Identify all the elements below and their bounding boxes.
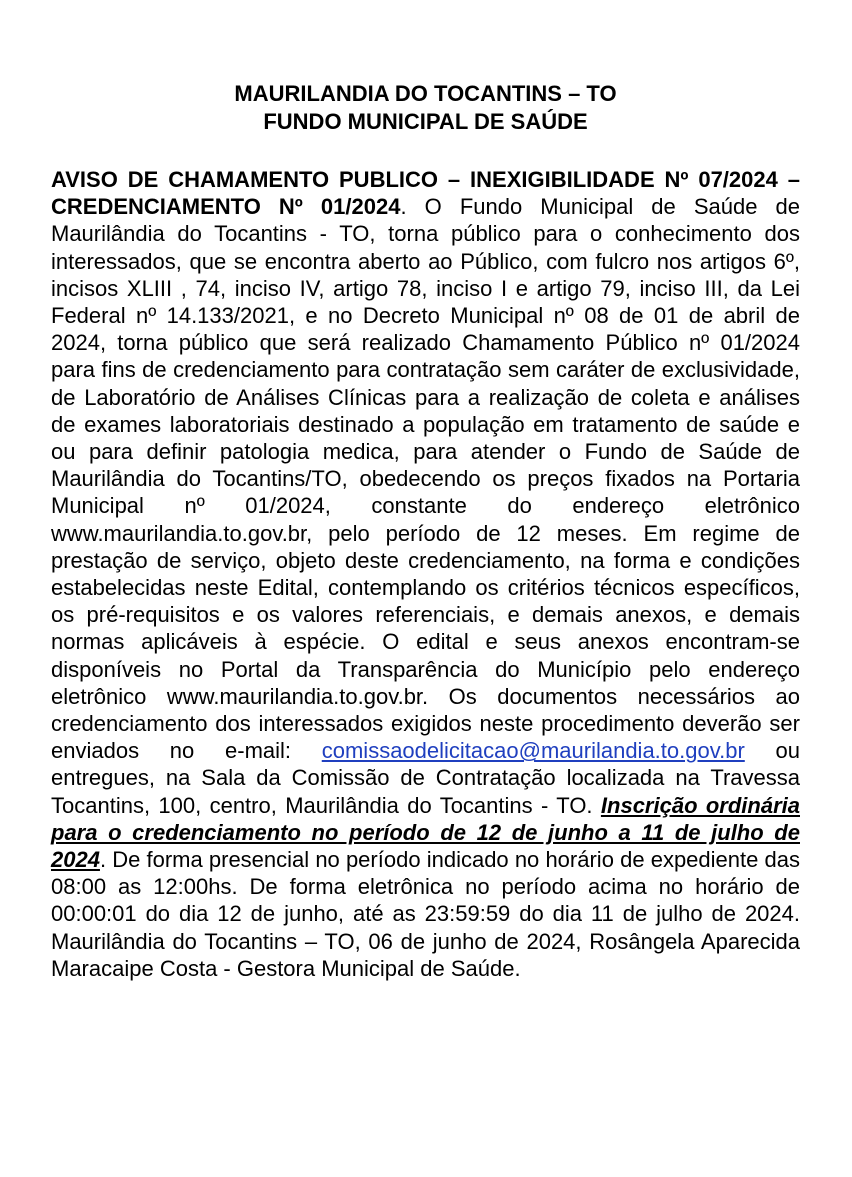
- fund-title: FUNDO MUNICIPAL DE SAÚDE: [263, 109, 588, 134]
- municipality-title: MAURILANDIA DO TOCANTINS – TO: [234, 81, 617, 106]
- notice-paragraph: [51, 166, 800, 982]
- notice-body-part3: . De forma presencial no período indicado no horário de expediente das 08:00 as 12:00hs. De forma eletrônica no período acima no horário de 00:00:01 do dia 12 de junho, até as 23:59:59 do dia 11 de julho de 2024. Maurilândia do Tocantins – TO, 06 de junho de 2024, Rosângela Aparecida Maracaipe Costa - Gestora Municipal de Saúde.: [51, 847, 800, 981]
- email-link[interactable]: comissaodelicitacao@maurilandia.to.gov.br: [321, 738, 745, 764]
- document-page: [51, 80, 800, 982]
- notice-body-part2: ou entregues, na Sala da Comissão de Contratação localizada na Travessa Tocantins, 100, centro, Maurilândia do Tocantins - TO.: [51, 738, 800, 818]
- registration-period: Inscrição ordinária para o credenciamento no período de 12 de junho a 11 de julho de 2024: [51, 792, 800, 873]
- notice-title: AVISO DE CHAMAMENTO PUBLICO – INEXIGIBILIDADE Nº 07/2024 – CREDENCIAMENTO Nº 01/2024: [51, 167, 800, 220]
- document-header: [51, 80, 800, 136]
- notice-body-part1: . O Fundo Municipal de Saúde de Maurilândia do Tocantins - TO, torna público para o conhecimento dos interessados, que se encontra aberto ao Público, com fulcro nos artigos 6º, incisos XLIII , 74, inciso IV, artigo 78, inciso I e artigo 79, inciso III, da Lei Federal nº 14.133/2021, e no Decreto Municipal nº 08 de 01 de abril de 2024, torna público que será realizado Chamamento Público nº 01/2024 para fins de credenciamento para contratação sem caráter de exclusividade, de Laboratório de Análises Clínicas para a realização de coleta e análises de exames laboratoriais destinado a população em tratamento de saúde e ou para definir patologia medica, para atender o Fundo de Saúde de Maurilândia do Tocantins/TO, obedecendo os preços fixados na Portaria Municipal nº 01/2024, constante do endereço eletrônico www.maurilandia.to.gov.br, pelo período de 12 meses. Em regime de prestação de serviço, objeto deste credenciamento, na forma e condições estabelecidas neste Edital, contemplando os critérios técnicos específicos, os pré-requisitos e os valores referenciais, e demais anexos, e demais normas aplicáveis à espécie. O edital e seus anexos encontram-se disponíveis no Portal da Transparência do Município pelo endereço eletrônico www.maurilandia.to.gov.br. Os documentos necessários ao credenciamento dos interessados exigidos neste procedimento deverão ser enviados no e-mail:: [51, 194, 801, 764]
